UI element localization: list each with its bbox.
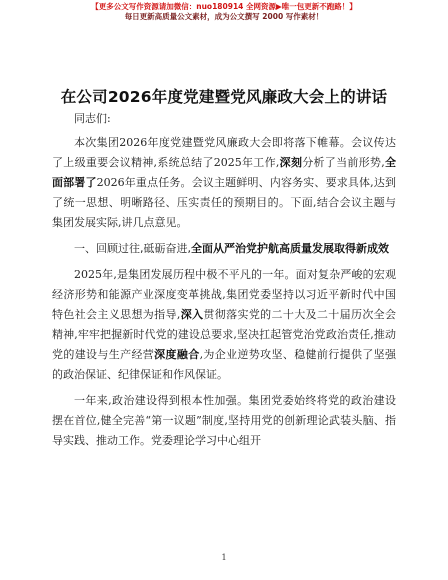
page-number: 1 xyxy=(221,553,227,562)
section-heading-1-emphasis-2: 取得新成效 xyxy=(334,242,389,255)
promo-banner-line2: 每日更新高质量公文素材，成为公文撰写 2000 写作素材！ xyxy=(124,12,324,21)
promo-banner xyxy=(0,2,448,22)
promo-banner-line1: 【更多公文写作资源请加微信：nuo180914 全网资源▶唯一包更新不跑路！】 xyxy=(91,2,357,11)
paragraph-intro-text-c: 分析了当前形势, xyxy=(302,156,385,169)
paragraph-political: 一年来,政治建设得到根本性加强。集团党委始终将党的政治建设摆在首位,健全完善“第一议题”制度,坚持用党的创新理论武装头脑、指导实践、推动工作。党委理论学习中心组开 xyxy=(52,394,396,447)
section-heading-1-text-a: 一、回顾过往,砥砺奋进, xyxy=(74,242,191,255)
paragraph-review xyxy=(52,265,396,385)
paragraph-review-emphasis-1: 深入 xyxy=(180,308,204,321)
paragraph-review-text-a: 2025年,是集团发展历程中极不平凡的一年。面对复杂严峻的宏观经济形势和能源产业深度变革挑战,集团党委坚持以习近平新时代中国特色社会主义思想为指导, xyxy=(52,268,396,321)
paragraph-intro xyxy=(52,133,396,233)
document-title: 在公司2026年度党建暨党风廉政大会上的讲话 xyxy=(60,88,388,106)
paragraph-intro-text-d: 2026年重点任务。会议主题鲜明、内容务实、要求具体,达到了统一思想、明晰路径、压实责任的预期目的。下面,结合会议主题与集团发展实际,讲几点意见。 xyxy=(52,176,396,229)
paragraph-review-text-c: 贯彻落实党的二十大及二十届历次全会精神,牢牢把握新时代党的建设总要求,坚决扛起管党治党政治责任,推动党的建设与生产经营 xyxy=(52,308,397,361)
paragraph-intro-emphasis-1: 深刻 xyxy=(279,156,303,169)
paragraph-intro-emphasis-2: 全面部署了 xyxy=(52,156,397,189)
document-body xyxy=(52,109,396,451)
paragraph-review-text-d: ,为企业逆势攻坚、稳健前行提供了坚强的政治保证、纪律保证和作风保证。 xyxy=(52,348,397,381)
section-heading-1-emphasis-1: 全面从严治党护航高质量发展 xyxy=(191,242,334,255)
paragraph-review-emphasis-2: 深度融合 xyxy=(154,348,200,361)
section-heading-1 xyxy=(52,239,396,259)
paragraph-intro-text-a: 本次集团2026年度党建暨党风廉政大会即将落下帷幕。会议传达了上级重要会议精神,系统总结了2025年工作, xyxy=(52,136,396,169)
salutation: 同志们: xyxy=(74,112,111,125)
